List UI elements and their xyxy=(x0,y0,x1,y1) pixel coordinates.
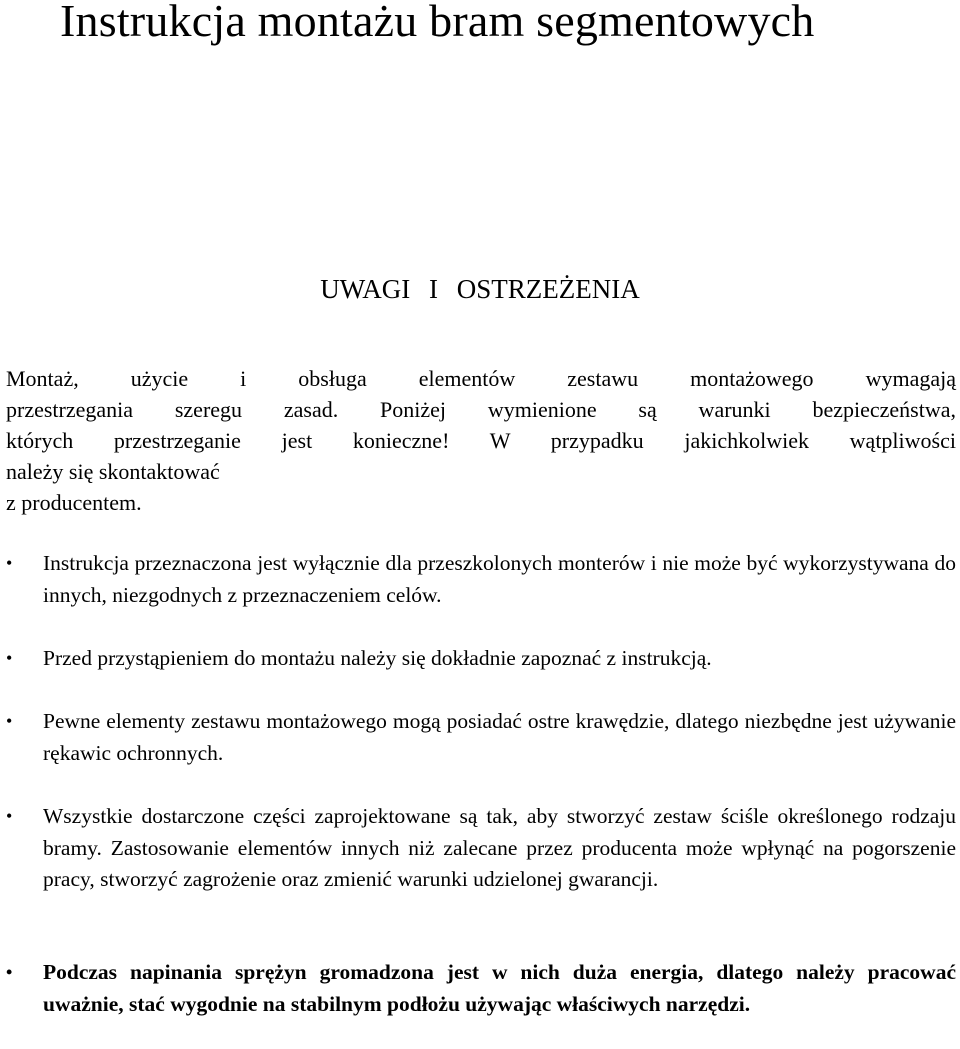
list-item xyxy=(0,801,960,896)
intro-line: których przestrzeganie jest konieczne! W przypadku jakichkolwiek wątpliwości xyxy=(6,428,956,453)
intro-line: z producentem. xyxy=(6,490,142,515)
list-item-text: Instrukcja przeznaczona jest wyłącznie dla przeszkolonych monterów i nie może być wykorzystywana do innych, niezgodnych z przeznaczeniem celów. xyxy=(43,551,956,607)
intro-line: Montaż, użycie i obsługa elementów zestawu montażowego wymagają xyxy=(6,366,956,391)
section-heading: UWAGI I OSTRZEŻENIA xyxy=(320,274,640,304)
list-item-text: Wszystkie dostarczone części zaprojektowane są tak, aby stworzyć zestaw ściśle określonego rodzaju bramy. Zastosowanie elementów innych niż zalecane przez producenta może wpłynąć na pogorszenie pracy, stworzyć zagrożenie oraz zmienić warunki udzielonej gwarancji. xyxy=(43,804,956,891)
bullet-icon: • xyxy=(6,962,13,982)
bullet-icon: • xyxy=(6,648,13,668)
list-item xyxy=(0,957,960,1020)
intro-paragraph xyxy=(6,363,956,518)
list-item xyxy=(0,643,960,675)
intro-line: należy się skontaktować xyxy=(6,459,220,484)
list-item-text: Podczas napinania sprężyn gromadzona jest w nich duża energia, dlatego należy pracować uważnie, stać wygodnie na stabilnym podłożu używając właściwych narzędzi. xyxy=(43,960,956,1016)
list-item xyxy=(0,548,960,611)
list-item xyxy=(0,706,960,769)
list-item-text: Pewne elementy zestawu montażowego mogą posiadać ostre krawędzie, dlatego niezbędne jest używanie rękawic ochronnych. xyxy=(43,709,956,765)
document-title: Instrukcja montażu bram segmentowych xyxy=(60,0,815,46)
bullet-icon: • xyxy=(6,806,13,826)
bullet-icon: • xyxy=(6,711,13,731)
intro-line: przestrzegania szeregu zasad. Poniżej wymienione są warunki bezpieczeństwa, xyxy=(6,397,956,422)
bullet-icon: • xyxy=(6,553,13,573)
list-item-text: Przed przystąpieniem do montażu należy się dokładnie zapoznać z instrukcją. xyxy=(43,646,712,670)
